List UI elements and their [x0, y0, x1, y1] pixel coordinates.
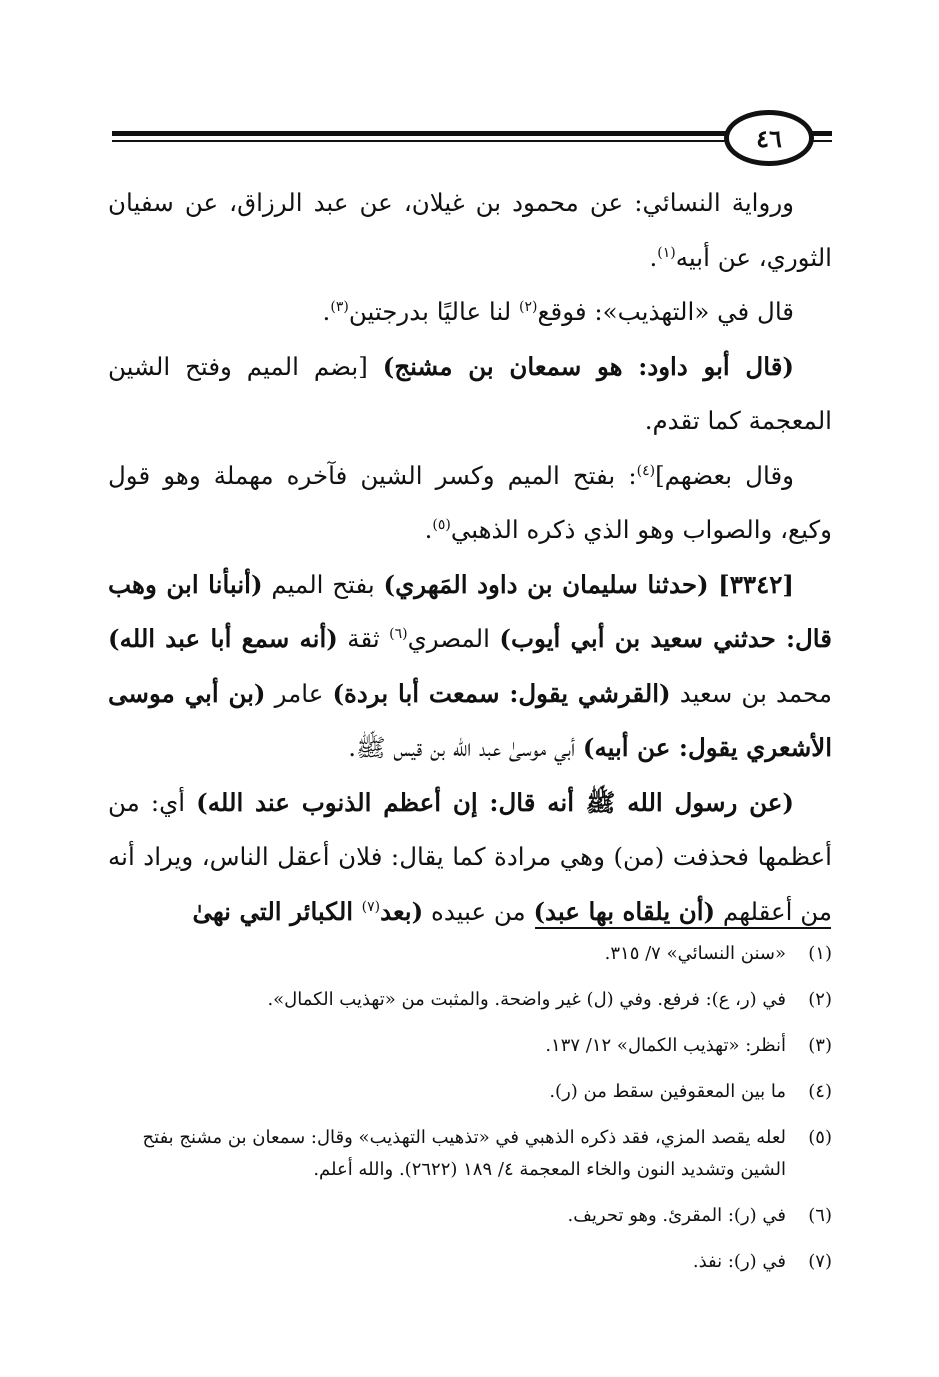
- footnote-text: في (ر): نفذ.: [692, 1251, 786, 1272]
- page-header: [0, 105, 939, 175]
- footnote-ref-3: (٣): [330, 299, 349, 315]
- p5-s3: (أنبأنا ابن وهب قال: حدثني سعيد بن أبي أيوب): [108, 569, 832, 653]
- footnote-text: ما بين المعقوفين سقط من (ر).: [549, 1081, 786, 1102]
- footnote-separator: [535, 927, 831, 929]
- p6-s6: الكبائر التي نهىٰ: [192, 896, 362, 926]
- page-number: ٤٦: [756, 123, 782, 153]
- p2-text-b: لنا عاليًا بدرجتين: [348, 297, 519, 326]
- p4-text-b: : بفتح الميم وكسر الشين فآخره مهملة وهو قول وكيع، والصواب وهو الذي ذكره الذهبي: [108, 460, 832, 544]
- p4-text-a: وقال بعضهم]: [655, 460, 794, 490]
- paragraph-2: [108, 285, 832, 340]
- footnote-4: [108, 1076, 832, 1108]
- p1-end: .: [649, 242, 658, 272]
- p5-s9: عامر: [265, 678, 333, 708]
- p6-s5: (بعد: [380, 896, 424, 926]
- footnote-number: (٦): [808, 1205, 832, 1226]
- footnote-number: (٥): [808, 1127, 832, 1148]
- footnote-6: [108, 1200, 832, 1232]
- footnote-ref-1: (١): [657, 244, 676, 261]
- p5-s4: المصري: [407, 624, 500, 653]
- hadith-number-and-chain: [٣٣٤٢] (حدثنا سليمان بن داود المَهري): [383, 569, 794, 599]
- footnotes: [108, 938, 832, 1292]
- footnote-number: (٣): [808, 1035, 832, 1056]
- p5-s6: (أنه سمع أبا عبد الله): [108, 624, 338, 653]
- footnote-text: أنظر: «تهذيب الكمال» ١٢/ ١٣٧.: [545, 1035, 786, 1056]
- p3-bold: (قال أبو داود: هو سمعان بن مشنج): [382, 351, 794, 381]
- p1-text: ورواية النسائي: عن محمود بن غيلان، عن عبد الرزاق، عن سفيان الثوري، عن أبيه: [108, 188, 832, 272]
- p5-s2: بفتح الميم: [262, 569, 384, 599]
- footnote-7: [108, 1246, 832, 1278]
- page-number-badge: [724, 110, 814, 166]
- p6-s4: من عبيده: [423, 896, 534, 926]
- main-text: [108, 176, 832, 939]
- footnote-number: (٤): [808, 1081, 832, 1102]
- paragraph-3: [108, 340, 832, 449]
- paragraph-5: [108, 558, 832, 776]
- paragraph-1: [108, 176, 832, 285]
- footnote-text: «سنن النسائي» ٧/ ٣١٥.: [604, 943, 786, 964]
- p4-end: .: [424, 515, 433, 544]
- paragraph-4: [108, 449, 832, 558]
- hadith-matn: (عن رسول الله ﷺ أنه قال: إن أعظم الذنوب عند الله): [196, 787, 794, 817]
- footnote-ref-4: (٤): [636, 462, 656, 479]
- paragraph-6: [108, 776, 832, 940]
- footnote-ref-5: (٥): [432, 517, 451, 533]
- footnote-1: [108, 938, 832, 970]
- p5-s10: (بن أبي موسى الأشعري يقول: عن أبيه): [108, 678, 832, 762]
- footnote-3: [108, 1030, 832, 1062]
- footnote-5: [108, 1122, 832, 1186]
- footnote-2: [108, 984, 832, 1016]
- footnote-ref-6: (٦): [389, 626, 408, 642]
- footnote-text: لعله يقصد المزي، فقد ذكره الذهبي في «تذهيب التهذيب» وقال: سمعان بن مشنج بفتح الشين وتشديد النون والخاء المعجمة ٤/ ١٨٩ (٢٦٢٢). والله أعلم.: [142, 1127, 786, 1180]
- footnote-number: (٢): [808, 989, 832, 1010]
- footnote-number: (١): [808, 943, 832, 964]
- p5-s11: أبي موسىٰ عبد الله بن قيس ﷺ.: [348, 733, 583, 762]
- p2-end: .: [322, 297, 331, 326]
- footnote-number: (٧): [808, 1251, 832, 1272]
- footnote-ref-2: (٢): [519, 299, 538, 315]
- footnote-ref-7: (٧): [361, 898, 381, 915]
- p3-text: [بضم الميم وفتح الشين المعجمة كما تقدم.: [108, 351, 832, 435]
- p5-s8: (القرشي يقول: سمعت أبا بردة): [332, 678, 671, 708]
- p5-s7: محمد بن سعيد: [670, 678, 832, 708]
- p5-s5: ثقة: [337, 624, 390, 653]
- p2-text-a: قال في «التهذيب»: فوقع: [537, 297, 794, 326]
- p6-s3: (أن يلقاه بها عبد): [533, 896, 716, 926]
- footnote-text: في (ر): المقرئ. وهو تحريف.: [567, 1205, 786, 1226]
- p6-s2: أي: من أعظمها فحذفت (من) وهي مرادة كما يقال: فلان أعقل الناس، ويراد أنه من أعقلهم: [108, 787, 832, 926]
- footnote-text: في (ر، ع): فرفع. وفي (ل) غير واضحة. والمثبت من «تهذيب الكمال».: [267, 989, 786, 1010]
